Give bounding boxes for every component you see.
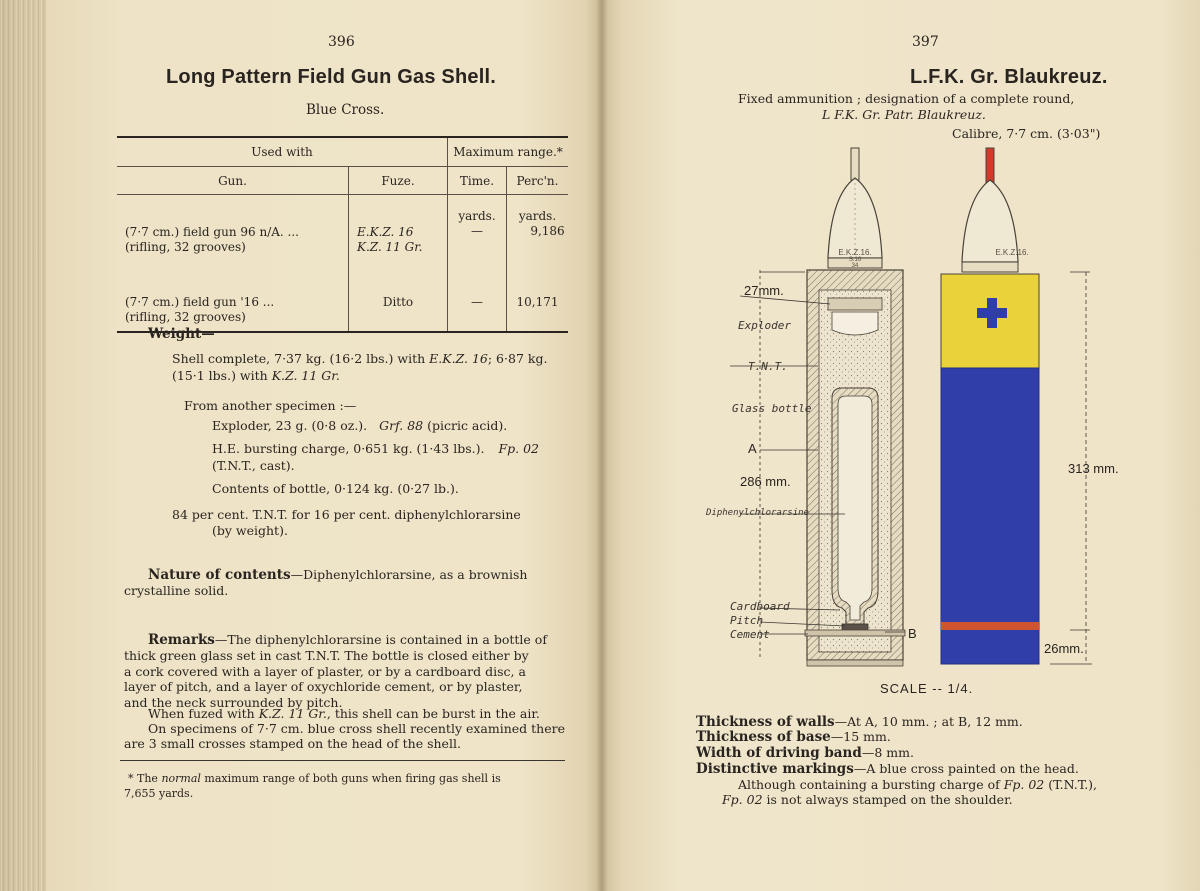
exploder-line: Exploder, 23 g. (0·8 oz.). Grf. 88 (picric acid).: [212, 418, 508, 433]
col-gun: Gun.: [218, 173, 247, 188]
fuzed-line: When fuzed with K.Z. 11 Gr., this shell can be burst in the air.: [148, 706, 540, 721]
dim-27mm: 27mm.: [744, 283, 784, 298]
page-subtitle: Fixed ammunition ; designation of a complete round,: [738, 91, 1075, 106]
scale-label: SCALE -- 1/4.: [880, 681, 974, 696]
footnote-divider: [120, 760, 565, 761]
percent-line2: (by weight).: [212, 523, 288, 538]
page-title: L.F.K. Gr. Blaukreuz.: [910, 66, 1108, 88]
distinctive-markings: Distinctive markings—A blue cross painted on the head.: [696, 761, 1079, 777]
calibre: Calibre, 7·7 cm. (3·03"): [952, 126, 1101, 141]
gun-cell: (rifling, 32 grooves): [125, 240, 246, 254]
gun-cell: (7·7 cm.) field gun 96 n/A. ...: [125, 225, 299, 239]
table-row: [117, 285, 568, 331]
shell-diagram: [700, 140, 1140, 705]
gun-cell: (7·7 cm.) field gun '16 ...: [125, 295, 275, 309]
fuze-cell: Ditto: [382, 295, 414, 309]
nature-of-contents: Nature of contents—Diphenylchlorarsine, as a brownish: [148, 567, 528, 583]
right-page: [600, 0, 1200, 891]
page-subtitle: Blue Cross.: [306, 102, 385, 118]
fuze-cell: E.K.Z. 16: [357, 225, 414, 239]
page-title: Long Pattern Field Gun Gas Shell.: [166, 66, 496, 88]
header-max-range: Maximum range.*: [453, 145, 563, 159]
page-number: 396: [328, 34, 355, 50]
weight-heading: Weight—: [148, 326, 215, 342]
fuze-label: E.K.Z.16.: [995, 248, 1029, 257]
label-b: B: [908, 626, 917, 641]
page-number: 397: [912, 34, 939, 50]
perc-units: yards.: [518, 209, 557, 223]
label-diphenylchlorarsine: Diphenylchlorarsine: [706, 508, 809, 518]
table-row: [117, 195, 568, 286]
contents-bottle: Contents of bottle, 0·124 kg. (0·27 lb.).: [212, 481, 459, 496]
designation: L F.K. Gr. Patr. Blaukreuz.: [822, 107, 986, 122]
painted-shell: [941, 148, 1039, 664]
perc-cell: 10,171: [516, 295, 559, 309]
label-cardboard: Cardboard: [730, 600, 790, 613]
shell-complete-line2: (15·1 lbs.) with K.Z. 11 Gr.: [172, 368, 340, 383]
label-cement: Cement: [730, 628, 770, 641]
book-gutter: [596, 0, 608, 891]
thickness-walls: Thickness of walls—At A, 10 mm. ; at B, 12 mm.: [696, 714, 1023, 730]
percent-line: 84 per cent. T.N.T. for 16 per cent. diphenylchlorarsine: [172, 507, 521, 522]
col-perc: Perc'n.: [516, 173, 559, 188]
he-charge-line2: (T.N.T., cast).: [212, 458, 295, 473]
remarks: Remarks—The diphenylchlorarsine is contained in a bottle of: [148, 632, 547, 648]
dim-313mm: 313 mm.: [1068, 461, 1119, 476]
dim-286mm: 286 mm.: [740, 474, 791, 489]
he-charge-line: H.E. bursting charge, 0·651 kg. (1·43 lbs.). Fp. 02: [212, 441, 539, 456]
thickness-base: Thickness of base—15 mm.: [696, 729, 891, 745]
label-tnt: T.N.T.: [748, 360, 788, 373]
sectioned-shell: [805, 148, 905, 666]
fuze-cell: K.Z. 11 Gr.: [357, 240, 423, 254]
fuze-label: E.K.Z.16. S.16 34: [838, 248, 872, 269]
col-fuze: Fuze.: [381, 173, 415, 188]
header-used-with: Used with: [251, 145, 313, 159]
col-time: Time.: [459, 173, 495, 188]
footnote-line2: 7,655 yards.: [124, 787, 194, 800]
perc-cell: 9,186: [530, 224, 565, 238]
range-table: [117, 136, 568, 333]
driving-band: Width of driving band—8 mm.: [696, 745, 914, 761]
time-cell: —: [471, 295, 483, 309]
charge-line: Although containing a bursting charge of Fp. 02 (T.N.T.),: [738, 777, 1098, 792]
gun-cell: (rifling, 32 grooves): [125, 310, 246, 324]
label-exploder: Exploder: [738, 319, 791, 332]
from-specimen: From another specimen :—: [184, 398, 357, 413]
label-pitch: Pitch: [730, 614, 764, 627]
footnote: * The normal maximum range of both guns when firing gas shell is: [128, 772, 501, 785]
dim-26mm: 26mm.: [1044, 641, 1084, 656]
nature-line2: crystalline solid.: [124, 583, 229, 598]
shell-complete: Shell complete, 7·37 kg. (16·2 lbs.) with E.K.Z. 16; 6·87 kg.: [172, 351, 548, 366]
specimens-line2: are 3 small crosses stamped on the head of the shell.: [124, 736, 461, 751]
time-cell: —: [471, 224, 483, 238]
label-glass-bottle: Glass bottle: [732, 402, 812, 415]
shoulder-line: Fp. 02 is not always stamped on the shoulder.: [722, 792, 1013, 807]
specimens-line: On specimens of 7·7 cm. blue cross shell recently examined there: [148, 721, 566, 736]
label-a: A: [748, 441, 757, 456]
page-edges: [0, 0, 46, 891]
time-units: yards.: [458, 209, 496, 223]
remarks-body: thick green glass set in cast T.N.T. The bottle is closed either by a cork covered with a layer of plaster, or by a cardboard disc, a layer of pitch, and a layer of oxychloride cement, or by plaster, and the neck surrounded by pitch.: [124, 648, 529, 710]
